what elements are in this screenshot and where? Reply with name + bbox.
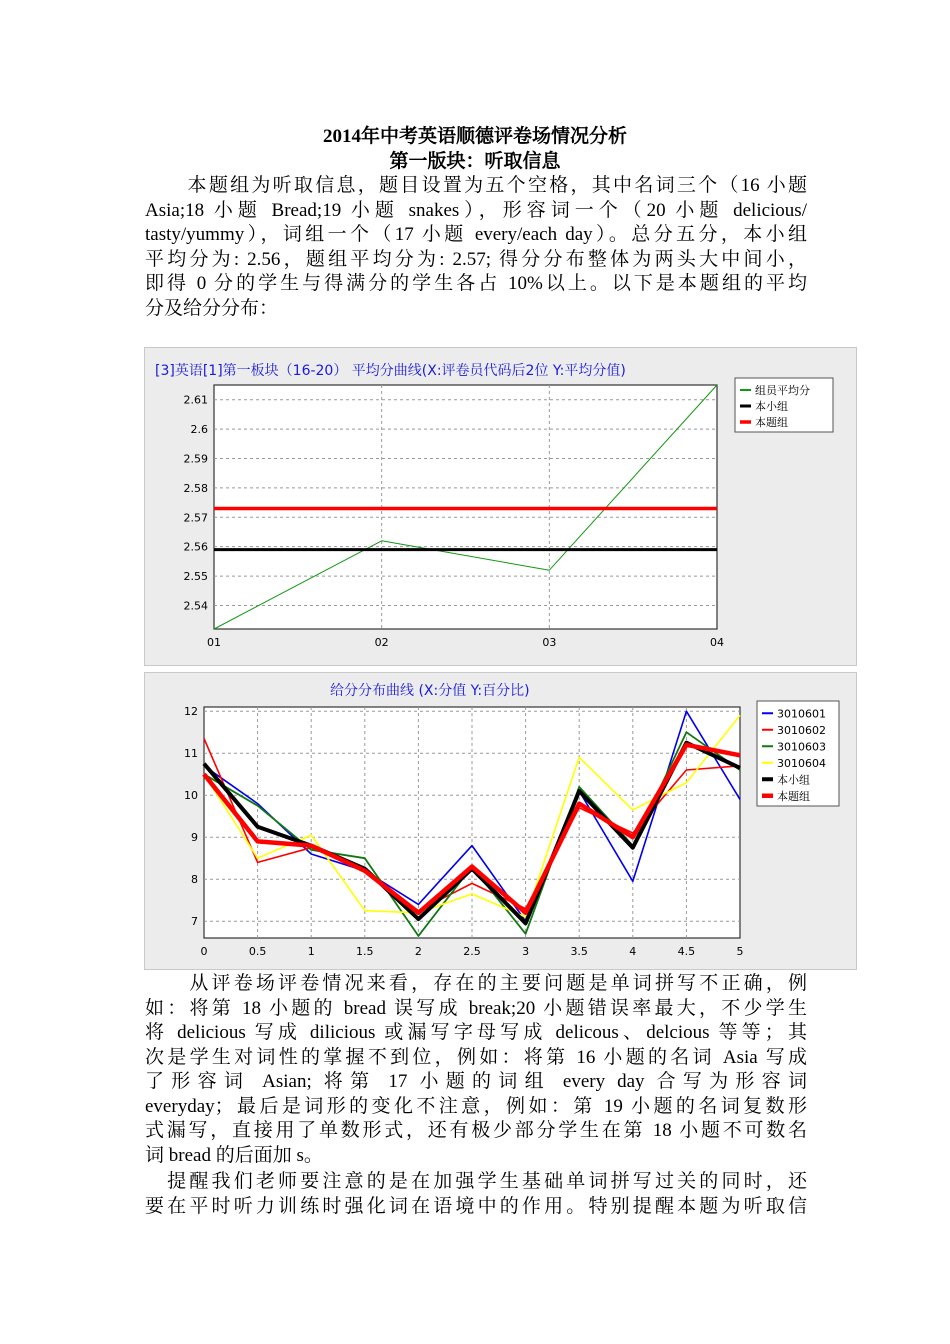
analysis-line: 了形容词 Asian; 将第 17 小题的词组 every day 合写为形容词 [145, 1071, 807, 1092]
legend-label: 本小组 [777, 773, 810, 787]
y-tick-label: 8 [191, 873, 198, 887]
legend-label: 3010603 [777, 740, 826, 754]
x-tick-label: 3 [522, 945, 530, 958]
section-title: 第一版块：听取信息 [389, 151, 561, 172]
y-tick-label: 2.61 [183, 393, 208, 407]
intro-line: 平均分为: 2.56，题组平均分为: 2.57; 得分分布整体为两头大中间小， [145, 248, 807, 270]
document-title: 2014年中考英语顺德评卷场情况分析 [322, 126, 627, 147]
analysis-line: 词 bread 的后面加 s。 [145, 1144, 323, 1166]
x-tick-label: 01 [207, 636, 221, 649]
y-tick-label: 7 [191, 915, 198, 929]
x-tick-label: 1 [307, 945, 315, 958]
analysis-line: 从评卷场评卷情况来看，存在的主要问题是单词拼写不正确，例 [145, 973, 807, 994]
intro-line: tasty/yummy），词组一个（17 小题 every/each day）。总分五分，本小组 [145, 224, 807, 245]
x-tick-label: 4 [629, 945, 637, 958]
x-tick-label: 2 [414, 945, 422, 958]
intro-line: 分及给分分布： [145, 297, 279, 319]
y-tick-label: 2.55 [183, 570, 208, 584]
analysis-line: everyday；最后是词形的变化不注意，例如：第 19 小题的名词复数形 [145, 1095, 807, 1117]
chart-title: 给分分布曲线 (X:分值 Y:百分比) [330, 683, 530, 699]
y-tick-label: 10 [184, 789, 198, 803]
legend-label: 本题组 [777, 789, 810, 803]
legend-label: 本小组 [755, 400, 788, 413]
y-tick-label: 2.57 [183, 511, 208, 525]
y-tick-label: 2.56 [183, 540, 208, 554]
intro-paragraph [145, 174, 807, 321]
reminder-line: 要在平时听力训练时强化词在语境中的作用。特别提醒本题为听取信 [145, 1195, 807, 1217]
average-score-chart-svg [145, 348, 856, 665]
intro-line: 即得 0 分的学生与得满分的学生各占 10%以上。以下是本题组的平均 [145, 273, 807, 294]
legend-label: 组员平均分 [755, 384, 810, 397]
analysis-line: 次是学生对词性的掌握不到位，例如：将第 16 小题的名词 Asia 写成 [145, 1046, 807, 1068]
chart-title: [3]英语[1]第一板块（16-20） 平均分曲线(X:评卷员代码后2位 Y:平均分值) [155, 363, 626, 379]
score-distribution-chart [144, 672, 857, 970]
x-tick-label: 02 [374, 636, 389, 649]
reminder-line: 提醒我们老师要注意的是在加强学生基础单词拼写过关的同时，还 [145, 1171, 807, 1192]
y-tick-label: 2.54 [183, 599, 208, 613]
legend-label: 3010604 [777, 756, 826, 770]
analysis-line: 将 delicious 写成 dilicious 或漏写字母写成 delicous、delcious 等等；其 [145, 1022, 807, 1043]
y-tick-label: 12 [184, 705, 198, 719]
x-tick-label: 4.5 [677, 945, 696, 958]
average-score-chart [144, 347, 857, 666]
analysis-paragraph [145, 972, 807, 1168]
x-tick-label: 03 [542, 636, 557, 649]
x-tick-label: 0.5 [248, 945, 267, 958]
intro-line: 本题组为听取信息，题目设置为五个空格，其中名词三个（16 小题 [145, 175, 807, 196]
x-tick-label: 5 [736, 945, 744, 958]
y-tick-label: 2.59 [183, 452, 208, 466]
y-tick-label: 2.6 [190, 423, 208, 437]
y-tick-label: 9 [191, 831, 198, 845]
x-tick-label: 2.5 [463, 945, 481, 958]
legend-label: 3010601 [777, 707, 826, 721]
score-distribution-chart-svg [145, 673, 856, 969]
x-tick-label: 3.5 [570, 945, 588, 958]
intro-line: Asia;18 小题 Bread;19 小题 snakes），形容词一个（20 小题 delicious/ [145, 199, 807, 221]
analysis-line: 式漏写，直接用了单数形式，还有极少部分学生在第 18 小题不可数名 [145, 1120, 807, 1141]
legend-label: 本题组 [755, 416, 788, 429]
x-tick-label: 04 [710, 636, 724, 649]
x-tick-label: 0 [200, 945, 208, 958]
reminder-paragraph [145, 1170, 807, 1219]
analysis-line: 如：将第 18 小题的 bread 误写成 break;20 小题错误率最大，不少学生 [145, 997, 807, 1019]
x-tick-label: 1.5 [356, 945, 374, 958]
y-tick-label: 2.58 [183, 481, 208, 495]
y-tick-label: 11 [184, 747, 198, 761]
legend-label: 3010602 [777, 723, 826, 737]
